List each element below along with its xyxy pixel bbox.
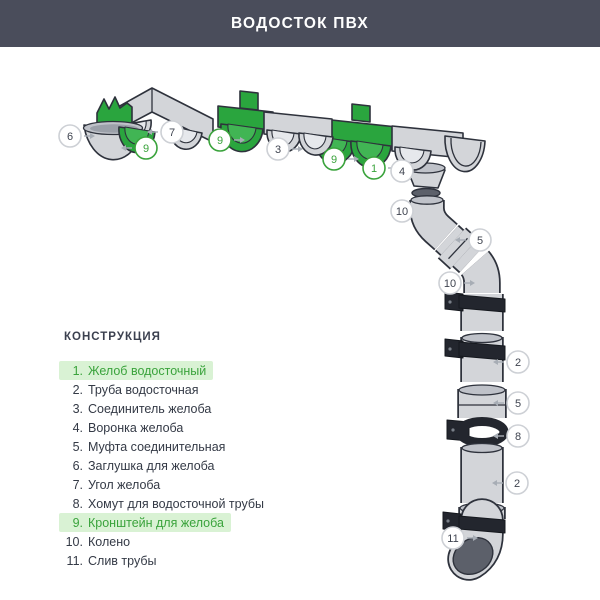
legend-item[interactable] (59, 437, 232, 456)
legend-item-number: 5. (72, 439, 83, 454)
legend-item-number: 1. (72, 363, 83, 378)
legend-list (62, 361, 342, 570)
svg-text:3: 3 (274, 143, 282, 156)
legend-item[interactable] (59, 418, 190, 437)
legend-item-label: Колено (88, 534, 131, 549)
svg-text:9: 9 (330, 153, 338, 166)
legend-item-number: 2. (72, 382, 83, 397)
legend-item-number: 4. (72, 420, 83, 435)
legend-item-number: 6. (72, 458, 83, 473)
pipe-coupling (459, 385, 505, 418)
legend-item-label: Угол желоба (88, 477, 161, 492)
legend-item-number: 11. (66, 553, 83, 568)
legend-item-label: Слив трубы (88, 553, 157, 568)
svg-text:11: 11 (447, 532, 459, 545)
legend-item[interactable] (59, 513, 231, 532)
legend-item[interactable] (59, 399, 218, 418)
app-header (0, 0, 600, 47)
legend-item-label: Кронштейн для желоба (88, 515, 224, 530)
legend (62, 331, 342, 570)
svg-text:8: 8 (514, 430, 522, 443)
legend-item-label: Хомут для водосточной трубы (88, 496, 264, 511)
svg-text:4: 4 (398, 165, 406, 178)
legend-item[interactable] (59, 551, 164, 570)
svg-text:9: 9 (142, 142, 150, 155)
svg-text:6: 6 (66, 130, 74, 143)
legend-item[interactable] (59, 361, 213, 380)
legend-item-label: Желоб водосточный (88, 363, 207, 378)
legend-heading: КОНСТРУКЦИЯ (64, 331, 161, 343)
legend-item-label: Соединитель желоба (88, 401, 212, 416)
svg-text:2: 2 (513, 477, 521, 490)
legend-item[interactable] (59, 475, 167, 494)
legend-item-number: 8. (72, 496, 83, 511)
downspout-elbow-top (411, 196, 446, 237)
legend-item-label: Заглушка для желоба (88, 458, 215, 473)
svg-text:10: 10 (443, 277, 457, 290)
callout-10[interactable] (391, 200, 413, 222)
legend-item[interactable] (59, 532, 137, 551)
svg-text:7: 7 (168, 126, 176, 139)
svg-text:10: 10 (395, 205, 409, 218)
pipe-clamp-ring (447, 420, 504, 443)
svg-text:2: 2 (514, 356, 522, 369)
callout-4[interactable] (391, 160, 413, 182)
legend-item[interactable] (59, 456, 221, 475)
page-title: ВОДОСТОК ПВХ (231, 14, 369, 32)
legend-item-number: 7. (72, 477, 83, 492)
legend-item-label: Воронка желоба (88, 420, 184, 435)
svg-text:1: 1 (370, 162, 378, 175)
downspout-pipe-lower (462, 444, 502, 504)
legend-item-label: Труба водосточная (88, 382, 199, 397)
svg-text:5: 5 (476, 234, 484, 247)
legend-item-number: 3. (72, 401, 83, 416)
downspout-elbow-bottom (475, 263, 482, 293)
legend-item-number: 10. (65, 534, 83, 549)
svg-text:9: 9 (216, 134, 224, 147)
legend-item-number: 9. (72, 515, 83, 530)
legend-item[interactable] (59, 494, 271, 513)
legend-item-label: Муфта соединительная (88, 439, 226, 454)
svg-text:5: 5 (514, 397, 522, 410)
legend-item[interactable] (59, 380, 206, 399)
